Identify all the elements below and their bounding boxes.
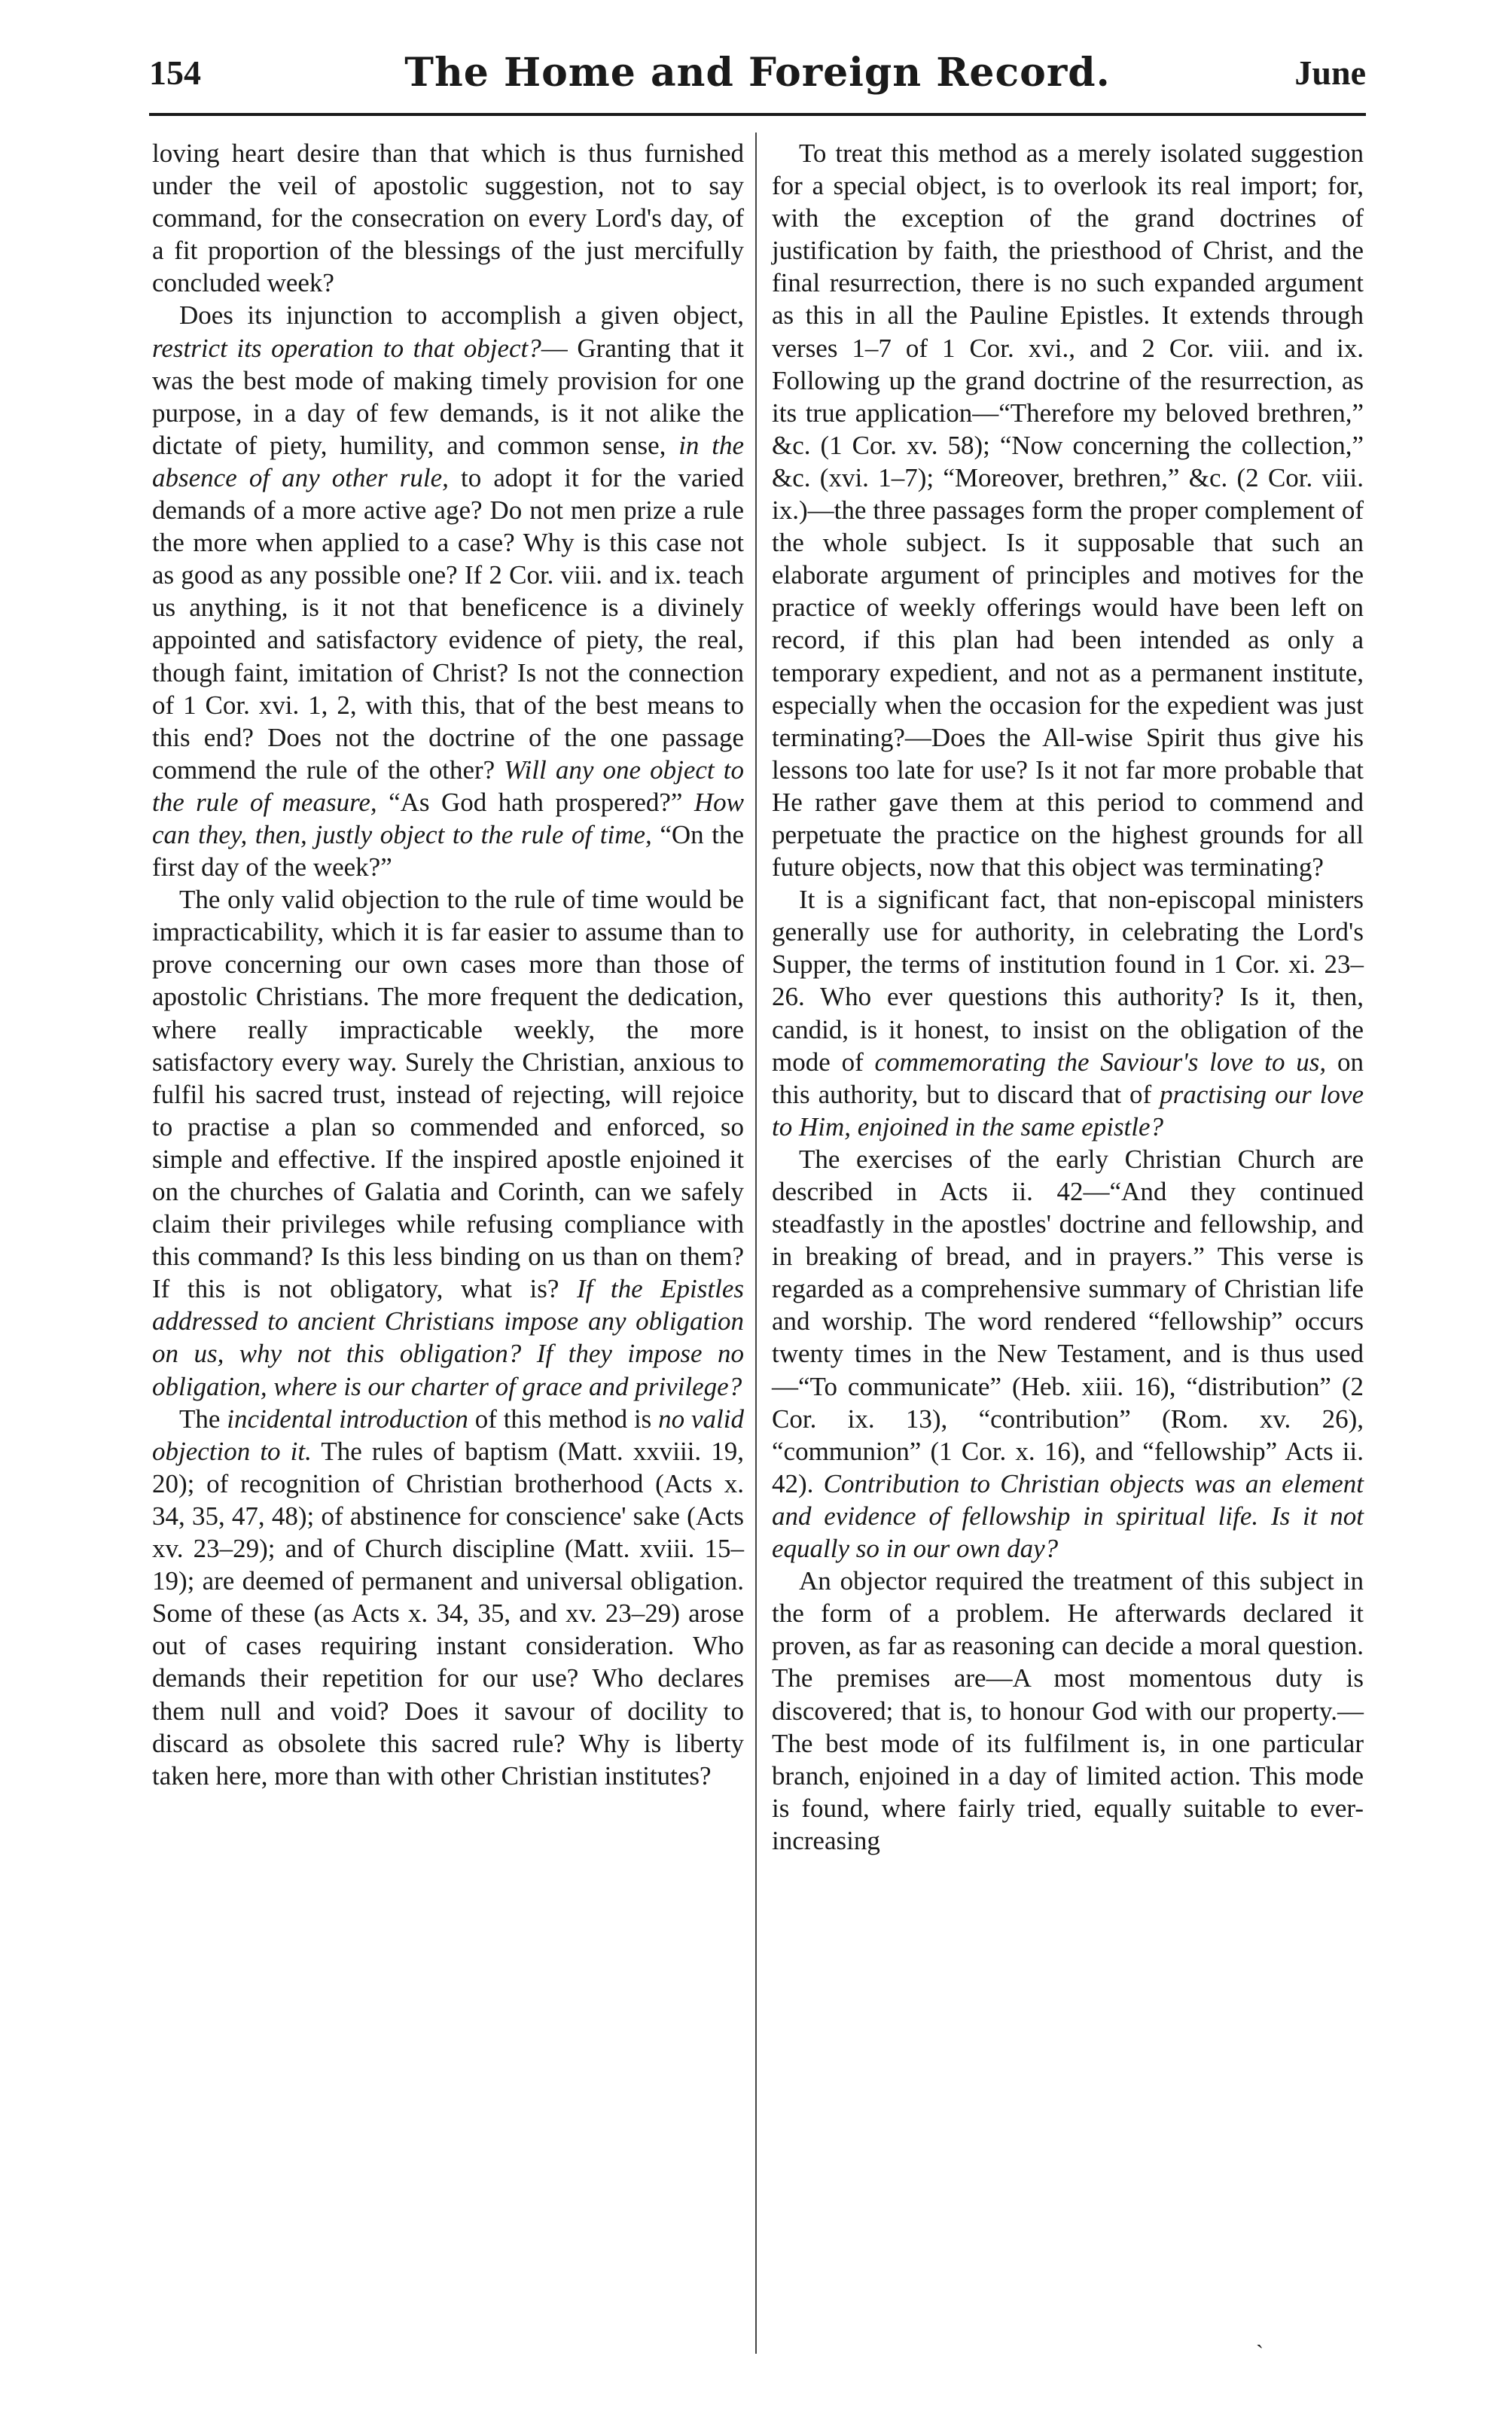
paragraph: Does its injunction to accomplish a given object, restrict its operation to that object?— Granting that it was the best mode of making timely provision for one purpose, in a day of few demands, is it not alike the dictate of piety, humility, and common sense, in the absence of any other rule, to adopt it for the varied demands of a more active age? Do not men prize a rule the more when applied to a case? Why is this case not as good as any possible one? If 2 Cor. viii. and ix. teach us anything, is it not that beneficence is a divinely appointed and satisfactory evidence of piety, the real, though faint, imitation of Christ? Is not the connection of 1 Cor. xvi. 1, 2, with this, that of the best means to this end? Does not the doctrine of the one passage commend the rule of the other? Will any one object to the rule of measure, “As God hath prospered?” How can they, then, justly object to the rule of time, “On the first day of the week?” [152,300,744,882]
running-header [149,47,1366,107]
page-number: 154 [149,53,201,92]
paragraph: loving heart desire than that which is thus furnished under the veil of apostolic suggestion, not to say command, for the consecration on every Lord's day, of a fit proportion of the blessings of the just mercifully concluded week? [152,139,744,298]
paragraph: An objector required the treatment of this subject in the form of a problem. He afterwards declared it proven, as far as reasoning can decide a moral question. The premises are—A most momentous duty is discovered; that is, to honour God with our property.—The best mode of its fulfilment is, in one particular branch, enjoined in a day of limited action. This mode is found, where fairly tried, equally suitable to ever-increasing [772,1566,1364,1855]
header-rule [149,113,1366,116]
paragraph: The only valid objection to the rule of time would be impracticability, which it is far easier to assume than to prove concerning our own cases more than those of apostolic Christians. The more frequent the dedication, where really impracticable weekly, the more satisfactory every way. Surely the Christian, anxious to fulfil his sacred trust, instead of rejecting, will rejoice to practise a plan so commended and enforced, so simple and effective. If the inspired apostle enjoined it on the churches of Galatia and Corinth, can we safely claim their privileges while refusing compliance with this command? Is this less binding on us than on them? If this is not obligatory, what is? If the Epistles addressed to ancient Christians impose any obligation on us, why not this obligation? If they impose no obligation, where is our charter of grace and privilege? [152,885,745,1401]
journal-title: The Home and Foreign Record. [404,50,1111,96]
column-divider [755,133,757,2354]
issue-month: June [1294,53,1366,92]
paragraph: The incidental introduction of this method is no valid objection to it. The rules of baptism (Matt. xxviii. 19, 20); of recognition of Christian brotherhood (Acts x. 34, 35, 47, 48); of abstinence for conscience' sake (Acts xv. 23–29); and of Church discipline (Matt. xviii. 15–19); are deemed of permanent and universal obligation. Some of these (as Acts x. 34, 35, and xv. 23–29) arose out of cases requiring instant consideration. Who demands their repetition for our use? Who declares them null and void? Does it savour of docility to discard as obsolete this sacred rule? Why is liberty taken here, more than with other Christian institutes? [152,1404,744,1791]
left-column [152,137,744,1792]
paragraph: It is a significant fact, that non-episcopal ministers generally use for authority, in celebrating the Lord's Supper, the terms of institution found in 1 Cor. xi. 23–26. Who ever questions this authority? Is it, then, candid, is it honest, to insist on the obligation of the mode of commemorating the Saviour's love to us, on this authority, but to discard that of practising our love to Him, enjoined in the same epistle? [772,885,1364,1141]
paragraph: The exercises of the early Christian Church are described in Acts ii. 42—“And they continued steadfastly in the apostles' doctrine and fellowship, and in breaking of bread, and in prayers.” This verse is regarded as a comprehensive summary of Christian life and worship. The word rendered “fellowship” occurs twenty times in the New Testament, and is thus used—“To communicate” (Heb. xiii. 16), “distribution” (2 Cor. ix. 13), “contribution” (Rom. xv. 26), “communion” (1 Cor. x. 16), and “fellowship” Acts ii. 42). Contribution to Christian objects was an element and evidence of fellowship in spiritual life. Is it not equally so in our own day? [772,1144,1364,1564]
paragraph: To treat this method as a merely isolated suggestion for a special object, is to overlook its real import; for, with the exception of the grand doctrines of justification by faith, the priesthood of Christ, and the final resurrection, there is no such expanded argument as this in all the Pauline Epistles. It extends through verses 1–7 of 1 Cor. xvi., and 2 Cor. viii. and ix. Following up the grand doctrine of the resurrection, as its true application—“Therefore my beloved brethren,” &c. (1 Cor. xv. 58); “Now concerning the collection,” &c. (xvi. 1–7); “Moreover, brethren,” &c. (2 Cor. viii. ix.)—the three passages form the proper complement of the whole subject. Is it supposable that such an elaborate argument of principles and motives for the practice of weekly offerings would have been left on record, if this plan had been intended as only a temporary expedient, and not as a permanent institute, especially when the occasion for the expedient was just terminating?—Does the All-wise Spirit thus give his lessons too late for use? Is it not far more probable that He rather gave them at this period to commend and perpetuate the practice on the highest grounds for all future objects, now that this object was terminating? [772,139,1364,882]
stray-mark: ˎ [1256,2324,1264,2348]
right-column [772,137,1364,1857]
